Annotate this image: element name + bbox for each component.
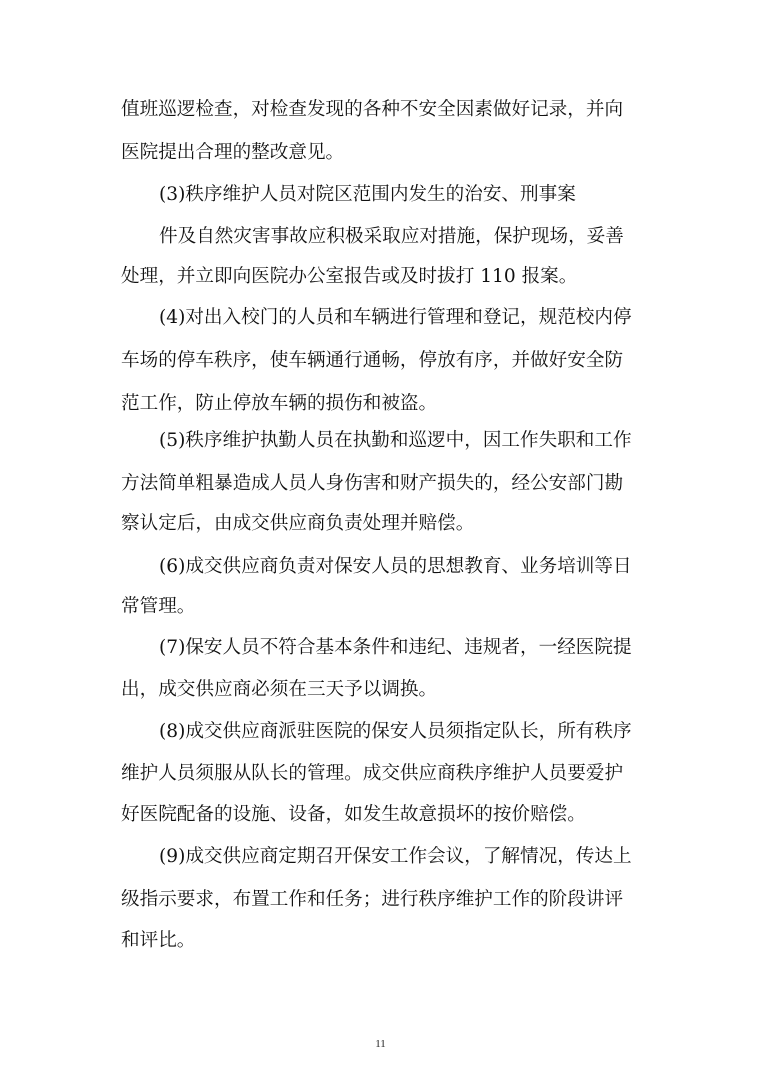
text-line: 察认定后，由成交供应商负责处理并赔偿。 bbox=[121, 513, 475, 534]
text-line: (5)秩序维护执勤人员在执勤和巡逻中，因工作失职和工作 bbox=[159, 430, 632, 451]
text-line: 维护人员须服从队长的管理。成交供应商秩序维护人员要爱护 bbox=[121, 763, 624, 784]
text-line: (8)成交供应商派驻医院的保安人员须指定队长，所有秩序 bbox=[159, 721, 632, 742]
text-line: 常管理。 bbox=[121, 596, 196, 617]
text-line: 处理，并立即向医院办公室报告或及时拔打 110 报案。 bbox=[121, 266, 578, 287]
text-line: 级指示要求，布置工作和任务；进行秩序维护工作的阶段讲评 bbox=[121, 889, 624, 910]
text-line: 值班巡逻检查，对检查发现的各种不安全因素做好记录，并向 bbox=[121, 99, 624, 120]
text-line: 好医院配备的设施、设备，如发生故意损坏的按价赔偿。 bbox=[121, 804, 586, 825]
text-line: (3)秩序维护人员对院区范围内发生的治安、刑事案 bbox=[159, 184, 576, 205]
text-line: 车场的停车秩序，使车辆通行通畅，停放有序，并做好安全防 bbox=[121, 350, 624, 371]
page-number: 11 bbox=[375, 1038, 386, 1050]
text-line: (6)成交供应商负责对保安人员的思想教育、业务培训等日 bbox=[159, 556, 632, 577]
text-line: 方法简单粗暴造成人员人身伤害和财产损失的，经公安部门勘 bbox=[121, 473, 624, 494]
text-line: 医院提出合理的整改意见。 bbox=[121, 142, 345, 163]
text-line: 出，成交供应商必须在三天予以调换。 bbox=[121, 679, 438, 700]
text-line: (9)成交供应商定期召开保安工作会议，了解情况，传达上 bbox=[159, 846, 632, 867]
text-line: 和评比。 bbox=[121, 930, 196, 951]
text-line: 范工作，防止停放车辆的损伤和被盗。 bbox=[121, 393, 438, 414]
text-line: (7)保安人员不符合基本条件和违纪、违规者，一经医院提 bbox=[159, 637, 632, 658]
text-line: (4)对出入校门的人员和车辆进行管理和登记，规范校内停 bbox=[159, 307, 632, 328]
text-line: 件及自然灾害事故应积极采取应对措施，保护现场，妥善 bbox=[159, 226, 624, 247]
